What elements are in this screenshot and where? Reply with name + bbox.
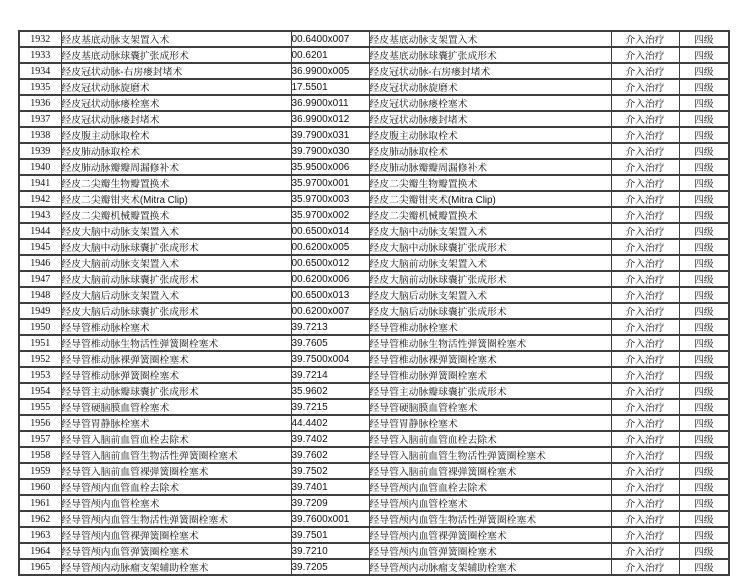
procedure-name-cell: 经导管椎动脉裸弹簧圈栓塞术 <box>61 351 291 367</box>
procedure-name-repeat-cell: 经导管颅内血管裸弹簧圈栓塞术 <box>369 527 611 543</box>
procedure-name-cell: 经导管颅内血管栓塞术 <box>61 495 291 511</box>
procedure-code-cell: 00.6400x007 <box>291 31 369 47</box>
procedure-name-cell: 经皮大脑中动脉支架置入术 <box>61 223 291 239</box>
surgery-level-cell: 四级 <box>679 303 729 319</box>
table-row <box>19 175 729 191</box>
procedure-code-cell: 35.9700x003 <box>291 191 369 207</box>
procedure-code-cell: 39.7214 <box>291 367 369 383</box>
procedure-name-cell: 经导管入脑前血管裸弹簧圈栓塞术 <box>61 463 291 479</box>
procedure-code-cell: 00.6200x006 <box>291 271 369 287</box>
procedure-code-cell: 44.4402 <box>291 415 369 431</box>
row-number-cell: 1951 <box>19 335 61 351</box>
treatment-category-cell: 介入治疗 <box>611 511 679 527</box>
surgery-level-cell: 四级 <box>679 287 729 303</box>
procedure-name-repeat-cell: 经导管颅内血管弹簧圈栓塞术 <box>369 543 611 559</box>
treatment-category-cell: 介入治疗 <box>611 79 679 95</box>
procedure-name-repeat-cell: 经皮冠状动脉旋磨术 <box>369 79 611 95</box>
treatment-category-cell: 介入治疗 <box>611 367 679 383</box>
procedure-code-cell: 39.7602 <box>291 447 369 463</box>
table-row <box>19 511 729 527</box>
table-row <box>19 527 729 543</box>
table-row <box>19 191 729 207</box>
procedure-code-cell: 00.6200x007 <box>291 303 369 319</box>
table-row <box>19 447 729 463</box>
surgery-level-cell: 四级 <box>679 559 729 575</box>
procedure-name-repeat-cell: 经导管椎动脉裸弹簧圈栓塞术 <box>369 351 611 367</box>
table-row <box>19 335 729 351</box>
treatment-category-cell: 介入治疗 <box>611 479 679 495</box>
procedure-name-repeat-cell: 经皮大脑前动脉支架置入术 <box>369 255 611 271</box>
procedure-name-repeat-cell: 经皮基底动脉球囊扩张成形术 <box>369 47 611 63</box>
procedure-name-repeat-cell: 经皮冠状动脉瘘栓塞术 <box>369 95 611 111</box>
procedure-code-cell: 39.7500x004 <box>291 351 369 367</box>
treatment-category-cell: 介入治疗 <box>611 239 679 255</box>
treatment-category-cell: 介入治疗 <box>611 319 679 335</box>
treatment-category-cell: 介入治疗 <box>611 559 679 575</box>
procedure-name-cell: 经皮大脑后动脉支架置入术 <box>61 287 291 303</box>
table-row <box>19 95 729 111</box>
procedure-code-cell: 35.9700x002 <box>291 207 369 223</box>
procedure-name-cell: 经皮腹主动脉取栓术 <box>61 127 291 143</box>
row-number-cell: 1953 <box>19 367 61 383</box>
surgery-level-cell: 四级 <box>679 335 729 351</box>
row-number-cell: 1942 <box>19 191 61 207</box>
surgery-level-cell: 四级 <box>679 415 729 431</box>
surgery-level-cell: 四级 <box>679 63 729 79</box>
procedure-code-cell: 00.6500x013 <box>291 287 369 303</box>
surgery-level-cell: 四级 <box>679 223 729 239</box>
row-number-cell: 1965 <box>19 559 61 575</box>
procedure-code-cell: 39.7900x030 <box>291 143 369 159</box>
table-row <box>19 495 729 511</box>
table-row <box>19 47 729 63</box>
procedure-name-cell: 经导管入脑前血管生物活性弹簧圈栓塞术 <box>61 447 291 463</box>
surgery-level-cell: 四级 <box>679 319 729 335</box>
table-row <box>19 479 729 495</box>
treatment-category-cell: 介入治疗 <box>611 447 679 463</box>
row-number-cell: 1949 <box>19 303 61 319</box>
table-row <box>19 143 729 159</box>
procedure-name-repeat-cell: 经导管入脑前血管裸弹簧圈栓塞术 <box>369 463 611 479</box>
surgery-level-cell: 四级 <box>679 463 729 479</box>
treatment-category-cell: 介入治疗 <box>611 111 679 127</box>
row-number-cell: 1937 <box>19 111 61 127</box>
procedure-name-repeat-cell: 经皮大脑后动脉支架置入术 <box>369 287 611 303</box>
treatment-category-cell: 介入治疗 <box>611 463 679 479</box>
row-number-cell: 1963 <box>19 527 61 543</box>
procedure-name-cell: 经导管椎动脉生物活性弹簧圈栓塞术 <box>61 335 291 351</box>
treatment-category-cell: 介入治疗 <box>611 255 679 271</box>
procedure-code-cell: 39.7605 <box>291 335 369 351</box>
procedure-name-cell: 经皮冠状动脉瘘封堵术 <box>61 111 291 127</box>
row-number-cell: 1933 <box>19 47 61 63</box>
procedure-name-repeat-cell: 经导管椎动脉栓塞术 <box>369 319 611 335</box>
table-row <box>19 271 729 287</box>
treatment-category-cell: 介入治疗 <box>611 383 679 399</box>
procedure-code-cell: 39.7210 <box>291 543 369 559</box>
procedure-code-cell: 39.7600x001 <box>291 511 369 527</box>
row-number-cell: 1960 <box>19 479 61 495</box>
surgery-level-cell: 四级 <box>679 47 729 63</box>
procedure-code-cell: 00.6201 <box>291 47 369 63</box>
row-number-cell: 1938 <box>19 127 61 143</box>
surgery-level-cell: 四级 <box>679 399 729 415</box>
table-row <box>19 255 729 271</box>
row-number-cell: 1958 <box>19 447 61 463</box>
table-row <box>19 287 729 303</box>
treatment-category-cell: 介入治疗 <box>611 63 679 79</box>
procedure-code-cell: 39.7900x031 <box>291 127 369 143</box>
table-row <box>19 415 729 431</box>
surgery-level-cell: 四级 <box>679 351 729 367</box>
procedure-code-cell: 39.7209 <box>291 495 369 511</box>
surgery-level-cell: 四级 <box>679 431 729 447</box>
surgery-level-cell: 四级 <box>679 143 729 159</box>
treatment-category-cell: 介入治疗 <box>611 335 679 351</box>
surgery-level-cell: 四级 <box>679 447 729 463</box>
procedure-name-cell: 经皮大脑前动脉球囊扩张成形术 <box>61 271 291 287</box>
procedure-name-cell: 经皮大脑后动脉球囊扩张成形术 <box>61 303 291 319</box>
procedure-name-repeat-cell: 经皮大脑后动脉球囊扩张成形术 <box>369 303 611 319</box>
procedure-name-cell: 经皮冠状动脉旋磨术 <box>61 79 291 95</box>
procedure-code-cell: 00.6500x014 <box>291 223 369 239</box>
treatment-category-cell: 介入治疗 <box>611 543 679 559</box>
table-row <box>19 367 729 383</box>
procedure-name-cell: 经皮基底动脉球囊扩张成形术 <box>61 47 291 63</box>
table-row <box>19 239 729 255</box>
procedure-table <box>18 30 730 576</box>
table-row <box>19 463 729 479</box>
row-number-cell: 1950 <box>19 319 61 335</box>
table-row <box>19 31 729 47</box>
procedure-name-repeat-cell: 经导管颅内动脉瘤支架辅助栓塞术 <box>369 559 611 575</box>
row-number-cell: 1941 <box>19 175 61 191</box>
procedure-name-repeat-cell: 经导管入脑前血管生物活性弹簧圈栓塞术 <box>369 447 611 463</box>
procedure-code-cell: 17.5501 <box>291 79 369 95</box>
surgery-level-cell: 四级 <box>679 127 729 143</box>
table-row <box>19 399 729 415</box>
treatment-category-cell: 介入治疗 <box>611 271 679 287</box>
surgery-level-cell: 四级 <box>679 159 729 175</box>
row-number-cell: 1934 <box>19 63 61 79</box>
procedure-name-cell: 经皮肺动脉取栓术 <box>61 143 291 159</box>
procedure-code-cell: 00.6200x005 <box>291 239 369 255</box>
procedure-name-cell: 经皮二尖瓣钳夹术(Mitra Clip) <box>61 191 291 207</box>
procedure-name-cell: 经导管颅内血管血栓去除术 <box>61 479 291 495</box>
table-row <box>19 319 729 335</box>
table-row <box>19 303 729 319</box>
procedure-name-cell: 经导管椎动脉弹簧圈栓塞术 <box>61 367 291 383</box>
procedure-name-repeat-cell: 经导管椎动脉弹簧圈栓塞术 <box>369 367 611 383</box>
procedure-code-cell: 39.7501 <box>291 527 369 543</box>
surgery-level-cell: 四级 <box>679 271 729 287</box>
procedure-code-cell: 39.7215 <box>291 399 369 415</box>
procedure-name-cell: 经导管胃静脉栓塞术 <box>61 415 291 431</box>
procedure-name-repeat-cell: 经导管颅内血管栓塞术 <box>369 495 611 511</box>
row-number-cell: 1935 <box>19 79 61 95</box>
treatment-category-cell: 介入治疗 <box>611 127 679 143</box>
surgery-level-cell: 四级 <box>679 255 729 271</box>
surgery-level-cell: 四级 <box>679 239 729 255</box>
row-number-cell: 1948 <box>19 287 61 303</box>
procedure-name-repeat-cell: 经皮腹主动脉取栓术 <box>369 127 611 143</box>
surgery-level-cell: 四级 <box>679 79 729 95</box>
procedure-name-repeat-cell: 经皮大脑中动脉支架置入术 <box>369 223 611 239</box>
procedure-name-repeat-cell: 经皮基底动脉支架置入术 <box>369 31 611 47</box>
procedure-name-cell: 经皮大脑中动脉球囊扩张成形术 <box>61 239 291 255</box>
procedure-code-cell: 36.9900x012 <box>291 111 369 127</box>
procedure-name-repeat-cell: 经导管颅内血管血栓去除术 <box>369 479 611 495</box>
procedure-name-repeat-cell: 经导管入脑前血管血栓去除术 <box>369 431 611 447</box>
procedure-name-cell: 经皮肺动脉瓣瓣周漏修补术 <box>61 159 291 175</box>
table-row <box>19 559 729 575</box>
treatment-category-cell: 介入治疗 <box>611 191 679 207</box>
row-number-cell: 1944 <box>19 223 61 239</box>
table-row <box>19 207 729 223</box>
procedure-name-repeat-cell: 经导管颅内血管生物活性弹簧圈栓塞术 <box>369 511 611 527</box>
table-row <box>19 543 729 559</box>
table-row <box>19 63 729 79</box>
row-number-cell: 1952 <box>19 351 61 367</box>
row-number-cell: 1947 <box>19 271 61 287</box>
table-row <box>19 223 729 239</box>
surgery-level-cell: 四级 <box>679 479 729 495</box>
procedure-name-cell: 经皮冠状动脉-右房瘘封堵术 <box>61 63 291 79</box>
procedure-name-repeat-cell: 经皮大脑前动脉球囊扩张成形术 <box>369 271 611 287</box>
row-number-cell: 1961 <box>19 495 61 511</box>
procedure-name-repeat-cell: 经导管硬脑膜血管栓塞术 <box>369 399 611 415</box>
treatment-category-cell: 介入治疗 <box>611 399 679 415</box>
surgery-level-cell: 四级 <box>679 511 729 527</box>
treatment-category-cell: 介入治疗 <box>611 415 679 431</box>
surgery-level-cell: 四级 <box>679 495 729 511</box>
procedure-name-cell: 经皮二尖瓣机械瓣置换术 <box>61 207 291 223</box>
treatment-category-cell: 介入治疗 <box>611 527 679 543</box>
procedure-code-cell: 39.7402 <box>291 431 369 447</box>
procedure-code-cell: 36.9900x011 <box>291 95 369 111</box>
treatment-category-cell: 介入治疗 <box>611 159 679 175</box>
table-row <box>19 383 729 399</box>
row-number-cell: 1956 <box>19 415 61 431</box>
procedure-name-cell: 经导管颅内动脉瘤支架辅助栓塞术 <box>61 559 291 575</box>
treatment-category-cell: 介入治疗 <box>611 287 679 303</box>
row-number-cell: 1954 <box>19 383 61 399</box>
treatment-category-cell: 介入治疗 <box>611 47 679 63</box>
procedure-name-repeat-cell: 经皮冠状动脉-右房瘘封堵术 <box>369 63 611 79</box>
procedure-code-cell: 39.7205 <box>291 559 369 575</box>
treatment-category-cell: 介入治疗 <box>611 31 679 47</box>
procedure-name-repeat-cell: 经皮肺动脉瓣瓣周漏修补术 <box>369 159 611 175</box>
treatment-category-cell: 介入治疗 <box>611 143 679 159</box>
treatment-category-cell: 介入治疗 <box>611 303 679 319</box>
procedure-code-cell: 35.9700x001 <box>291 175 369 191</box>
treatment-category-cell: 介入治疗 <box>611 495 679 511</box>
table-row <box>19 111 729 127</box>
treatment-category-cell: 介入治疗 <box>611 223 679 239</box>
procedure-name-cell: 经皮基底动脉支架置入术 <box>61 31 291 47</box>
procedure-code-cell: 35.9602 <box>291 383 369 399</box>
row-number-cell: 1940 <box>19 159 61 175</box>
procedure-code-cell: 35.9500x006 <box>291 159 369 175</box>
treatment-category-cell: 介入治疗 <box>611 351 679 367</box>
row-number-cell: 1943 <box>19 207 61 223</box>
procedure-name-repeat-cell: 经皮肺动脉取栓术 <box>369 143 611 159</box>
surgery-level-cell: 四级 <box>679 175 729 191</box>
procedure-name-repeat-cell: 经皮二尖瓣生物瓣置换术 <box>369 175 611 191</box>
procedure-name-cell: 经导管硬脑膜血管栓塞术 <box>61 399 291 415</box>
row-number-cell: 1955 <box>19 399 61 415</box>
row-number-cell: 1959 <box>19 463 61 479</box>
procedure-name-repeat-cell: 经皮大脑中动脉球囊扩张成形术 <box>369 239 611 255</box>
table-row <box>19 127 729 143</box>
surgery-level-cell: 四级 <box>679 367 729 383</box>
surgery-level-cell: 四级 <box>679 527 729 543</box>
surgery-level-cell: 四级 <box>679 543 729 559</box>
surgery-level-cell: 四级 <box>679 111 729 127</box>
procedure-name-repeat-cell: 经导管椎动脉生物活性弹簧圈栓塞术 <box>369 335 611 351</box>
row-number-cell: 1962 <box>19 511 61 527</box>
procedure-name-cell: 经导管主动脉瓣球囊扩张成形术 <box>61 383 291 399</box>
procedure-name-repeat-cell: 经导管胃静脉栓塞术 <box>369 415 611 431</box>
procedure-code-cell: 39.7502 <box>291 463 369 479</box>
surgery-level-cell: 四级 <box>679 207 729 223</box>
procedure-name-cell: 经导管颅内血管弹簧圈栓塞术 <box>61 543 291 559</box>
table-row <box>19 79 729 95</box>
procedure-name-cell: 经皮二尖瓣生物瓣置换术 <box>61 175 291 191</box>
row-number-cell: 1936 <box>19 95 61 111</box>
procedure-name-repeat-cell: 经皮二尖瓣机械瓣置换术 <box>369 207 611 223</box>
row-number-cell: 1957 <box>19 431 61 447</box>
procedure-code-cell: 36.9900x005 <box>291 63 369 79</box>
procedure-code-cell: 39.7213 <box>291 319 369 335</box>
surgery-level-cell: 四级 <box>679 383 729 399</box>
procedure-name-cell: 经皮冠状动脉瘘栓塞术 <box>61 95 291 111</box>
procedure-name-repeat-cell: 经皮二尖瓣钳夹术(Mitra Clip) <box>369 191 611 207</box>
table-row <box>19 159 729 175</box>
procedure-name-repeat-cell: 经皮冠状动脉瘘封堵术 <box>369 111 611 127</box>
procedure-name-cell: 经导管椎动脉栓塞术 <box>61 319 291 335</box>
row-number-cell: 1939 <box>19 143 61 159</box>
treatment-category-cell: 介入治疗 <box>611 175 679 191</box>
procedure-name-repeat-cell: 经导管主动脉瓣球囊扩张成形术 <box>369 383 611 399</box>
procedure-name-cell: 经导管入脑前血管血栓去除术 <box>61 431 291 447</box>
surgery-level-cell: 四级 <box>679 31 729 47</box>
surgery-level-cell: 四级 <box>679 95 729 111</box>
row-number-cell: 1932 <box>19 31 61 47</box>
procedure-name-cell: 经导管颅内血管裸弹簧圈栓塞术 <box>61 527 291 543</box>
procedure-table-body <box>19 31 729 575</box>
procedure-name-cell: 经导管颅内血管生物活性弹簧圈栓塞术 <box>61 511 291 527</box>
row-number-cell: 1945 <box>19 239 61 255</box>
treatment-category-cell: 介入治疗 <box>611 431 679 447</box>
row-number-cell: 1946 <box>19 255 61 271</box>
procedure-name-cell: 经皮大脑前动脉支架置入术 <box>61 255 291 271</box>
table-row <box>19 351 729 367</box>
surgery-level-cell: 四级 <box>679 191 729 207</box>
procedure-code-cell: 39.7401 <box>291 479 369 495</box>
table-row <box>19 431 729 447</box>
treatment-category-cell: 介入治疗 <box>611 95 679 111</box>
row-number-cell: 1964 <box>19 543 61 559</box>
treatment-category-cell: 介入治疗 <box>611 207 679 223</box>
procedure-code-cell: 00.6500x012 <box>291 255 369 271</box>
